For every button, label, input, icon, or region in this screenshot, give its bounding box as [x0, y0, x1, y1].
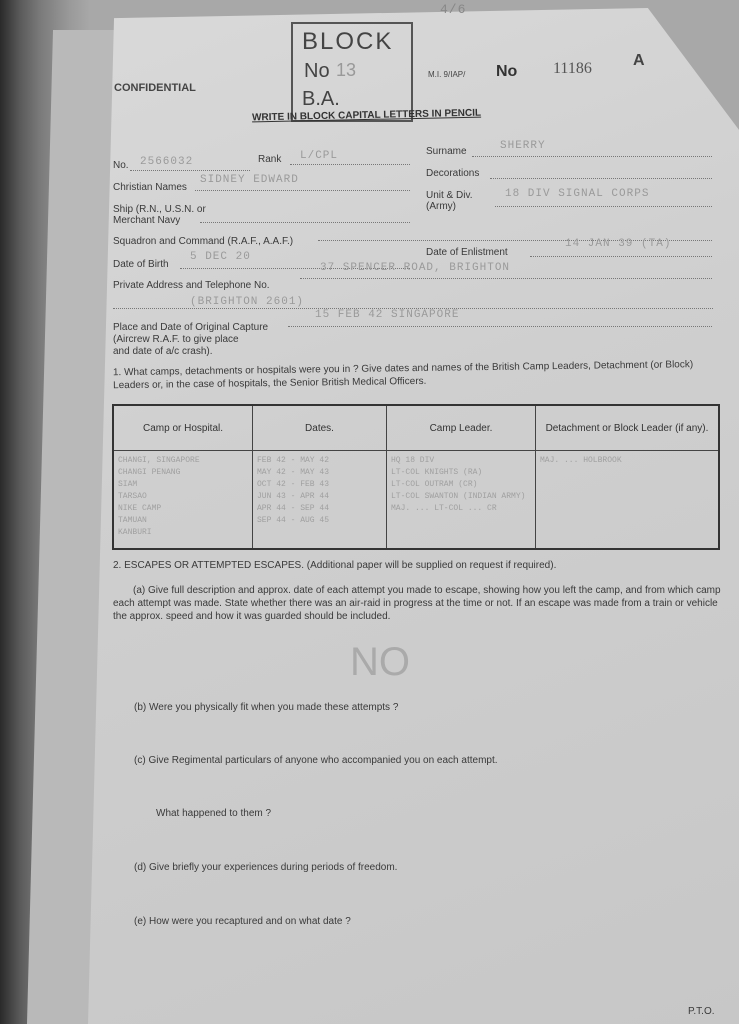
confidential-label: CONFIDENTIAL	[114, 82, 196, 94]
stamp-no-label: No	[304, 60, 330, 82]
question-2d: (d) Give briefly your experiences during periods of freedom.	[134, 862, 398, 873]
christian-names-label: Christian Names	[113, 182, 187, 193]
form-heading: WRITE IN BLOCK CAPITAL LETTERS IN PENCIL	[251, 107, 482, 124]
address-value: 37 SPENCER ROAD, BRIGHTON	[320, 262, 511, 274]
squadron-label: Squadron and Command (R.A.F., A.A.F.)	[113, 236, 294, 247]
decorations-label: Decorations	[426, 168, 480, 179]
col-header-leader: Camp Leader.	[387, 405, 536, 451]
serial-no-label: No	[496, 63, 518, 80]
address-label: Private Address and Telephone No.	[113, 280, 270, 291]
camps-table	[112, 404, 720, 550]
capture-label-2: (Aircrew R.A.F. to give place	[113, 334, 239, 345]
question-2e: (e) How were you recaptured and on what date ?	[134, 916, 351, 927]
stamp-block-text: BLOCK	[302, 28, 394, 55]
dob-value: 5 DEC 20	[190, 251, 251, 263]
enlistment-label: Date of Enlistment	[426, 247, 508, 258]
capture-label-3: and date of a/c crash).	[113, 346, 213, 357]
question-2c: (c) Give Regimental particulars of anyone who accompanied you on each attempt.	[134, 755, 498, 766]
table-row	[113, 451, 719, 550]
rank-label: Rank	[258, 154, 282, 165]
top-note: 4/6	[440, 2, 467, 17]
cell-detachment: MAJ. ... HOLBROOK	[536, 451, 720, 550]
capture-value: 15 FEB 42 SINGAPORE	[315, 309, 460, 321]
stamp-ba-text: B.A.	[302, 88, 340, 110]
christian-names-value: SIDNEY EDWARD	[200, 174, 299, 186]
surname-label: Surname	[426, 146, 467, 157]
no-label: No.	[113, 160, 129, 171]
q2a-answer: NO	[350, 640, 410, 684]
question-2a: (a) Give full description and approx. date of each attempt you made to escape, showing how you left the camp, and from which camp each attempt was made. State whether there was an air-raid in progress at the time or not. If an escape was made from a train or vehicle the approx. speed and how it was guarded should be included.	[113, 585, 721, 622]
serial-suffix: A	[633, 52, 645, 69]
dob-label: Date of Birth	[113, 259, 169, 270]
col-header-detachment: Detachment or Block Leader (if any).	[536, 405, 720, 451]
question-1: 1. What camps, detachments or hospitals were you in ? Give dates and names of the British Camp Leaders, Detachment (or Block) Leaders or, in the case of hospitals, the Senior British Medical Officers.	[112, 359, 694, 392]
form-id: M.I. 9/IAP/	[428, 70, 466, 79]
ship-label: Ship (R.N., U.S.N. or Merchant Navy	[113, 204, 206, 226]
question-2-title: 2. ESCAPES OR ATTEMPTED ESCAPES. (Additional paper will be supplied on request if required).	[113, 560, 557, 571]
capture-label: Place and Date of Original Capture	[113, 322, 269, 333]
col-header-dates: Dates.	[253, 405, 387, 451]
no-value: 2566032	[140, 156, 194, 168]
pto-label: P.T.O.	[688, 1006, 715, 1017]
unit-value: 18 DIV SIGNAL CORPS	[505, 188, 650, 200]
stamp-no-value: 13	[336, 60, 357, 80]
question-2c-followup: What happened to them ?	[156, 808, 272, 819]
question-2b: (b) Were you physically fit when you made these attempts ?	[134, 702, 399, 713]
address-value-2: (BRIGHTON 2601)	[190, 296, 305, 308]
enlistment-value: 14 JAN 39 (TA)	[565, 238, 672, 250]
col-header-camp: Camp or Hospital.	[113, 405, 253, 451]
serial-no-value: 11186	[553, 60, 592, 77]
unit-label: Unit & Div. (Army)	[426, 190, 473, 212]
cell-camps: CHANGI, SINGAPORE CHANGI PENANG SIAM TARSAO NIKE CAMP TAMUAN KANBURI	[113, 451, 253, 550]
cell-dates: FEB 42 - MAY 42 MAY 42 - MAY 43 OCT 42 - FEB 43 JUN 43 - APR 44 APR 44 - SEP 44 SEP 44 - AUG 45	[253, 451, 387, 550]
cell-leaders: HQ 18 DIV LT-COL KNIGHTS (RA) LT-COL OUTRAM (CR) LT-COL SWANTON (INDIAN ARMY) MAJ. ... LT-COL ... CR	[387, 451, 536, 550]
surname-value: SHERRY	[500, 140, 546, 152]
rank-value: L/CPL	[300, 150, 339, 162]
